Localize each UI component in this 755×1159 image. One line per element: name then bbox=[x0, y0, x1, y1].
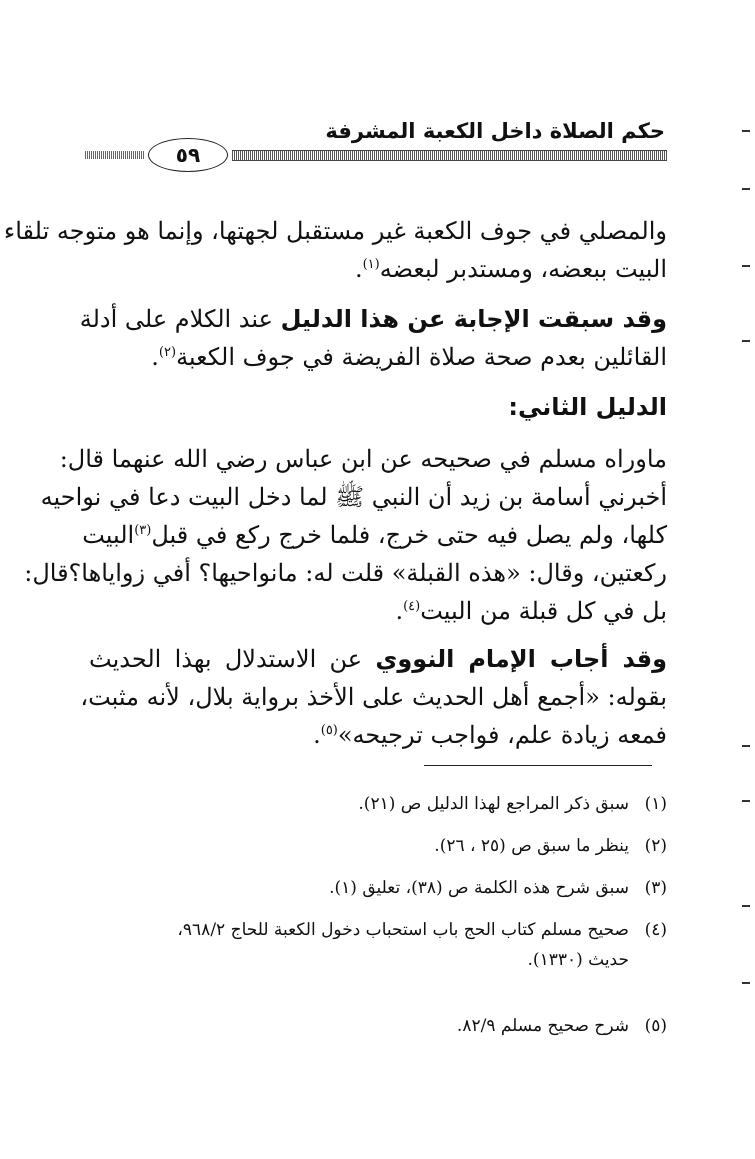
body-line: القائلين بعدم صحة صلاة الفريضة في جوف الكعبة$^{(٢)}$. bbox=[151, 343, 667, 371]
bold-phrase: وقد أجاب الإمام النووي bbox=[375, 645, 667, 673]
running-header-title: حكم الصلاة داخل الكعبة المشرفة bbox=[325, 119, 665, 143]
footnote-continuation: حديث (١٣٣٠). bbox=[527, 950, 629, 970]
section-heading: الدليل الثاني: bbox=[508, 393, 667, 421]
footnote-ref[interactable]: (٥) bbox=[320, 723, 338, 738]
body-line: بل في كل قبلة من البيت$^{(٤)}$. bbox=[395, 597, 667, 625]
footnote-ref[interactable]: (١) bbox=[362, 257, 380, 272]
footnote-ref[interactable]: (٤) bbox=[403, 599, 421, 614]
footnote-ref[interactable]: (٢) bbox=[158, 345, 177, 360]
page-number: ٥٩ bbox=[148, 138, 228, 172]
header-rule bbox=[232, 150, 667, 161]
header-rule-left bbox=[85, 151, 145, 159]
footnote-number: (٥) bbox=[644, 1016, 667, 1036]
scan-mark bbox=[742, 188, 750, 190]
footnote-number: (٤) bbox=[644, 920, 667, 940]
scan-mark bbox=[742, 130, 750, 132]
body-line: ركعتين، وقال: «هذه القبلة» قلت له: مانواحيها؟ أفي زواياها؟قال: bbox=[24, 559, 667, 587]
footnote-number: (٢) bbox=[644, 836, 667, 856]
body-line: وقد سبقت الإجابة عن هذا الدليل عند الكلام على أدلة bbox=[79, 305, 667, 333]
body-line: كلها، ولم يصل فيه حتى خرج، فلما خرج ركع في قبل$^{(٣)}$البيت bbox=[82, 521, 667, 549]
body-line: فمعه زيادة علم، فواجب ترجيحه»$^{(٥)}$. bbox=[313, 721, 667, 749]
body-line: البيت ببعضه، ومستدبر لبعضه$^{(١)}$. bbox=[354, 255, 667, 283]
footnote: (٥)شرح صحيح مسلم ٨٢/٩. bbox=[89, 1012, 667, 1040]
footnote: (١)سبق ذكر المراجع لهذا الدليل ص (٢١). bbox=[89, 790, 667, 818]
footnote: (٢)ينظر ما سبق ص (٢٥ ، ٢٦). bbox=[89, 832, 667, 860]
footnote-number: (٣) bbox=[644, 878, 667, 898]
scan-mark bbox=[742, 905, 750, 907]
scan-mark bbox=[742, 982, 750, 984]
footnote-number: (١) bbox=[644, 794, 667, 814]
scan-mark bbox=[742, 745, 750, 747]
body-line: والمصلي في جوف الكعبة غير مستقبل لجهتها، وإنما هو متوجه تلقاء bbox=[3, 217, 667, 245]
scan-mark bbox=[742, 800, 750, 802]
bold-phrase: وقد سبقت الإجابة عن هذا الدليل bbox=[280, 305, 667, 333]
footnote: (٤)صحيح مسلم كتاب الحج باب استحباب دخول الكعبة للحاج ٩٦٨/٢، bbox=[89, 916, 667, 944]
scan-mark bbox=[742, 340, 750, 342]
body-line: بقوله: «أجمع أهل الحديث على الأخذ برواية بلال، لأنه مثبت، bbox=[80, 683, 667, 711]
body-line: أخبرني أسامة بن زيد أن النبي ﷺ لما دخل البيت دعا في نواحيه bbox=[40, 483, 667, 511]
footnote-separator bbox=[424, 765, 652, 766]
scan-mark bbox=[742, 265, 750, 267]
body-line: وقد أجاب الإمام النووي عن الاستدلال بهذا الحديث bbox=[89, 645, 667, 673]
footnote-ref[interactable]: (٣) bbox=[134, 523, 152, 538]
footnote: (٣)سبق شرح هذه الكلمة ص (٣٨)، تعليق (١). bbox=[89, 874, 667, 902]
body-line: ماوراه مسلم في صحيحه عن ابن عباس رضي الله عنهما قال: bbox=[59, 445, 667, 473]
